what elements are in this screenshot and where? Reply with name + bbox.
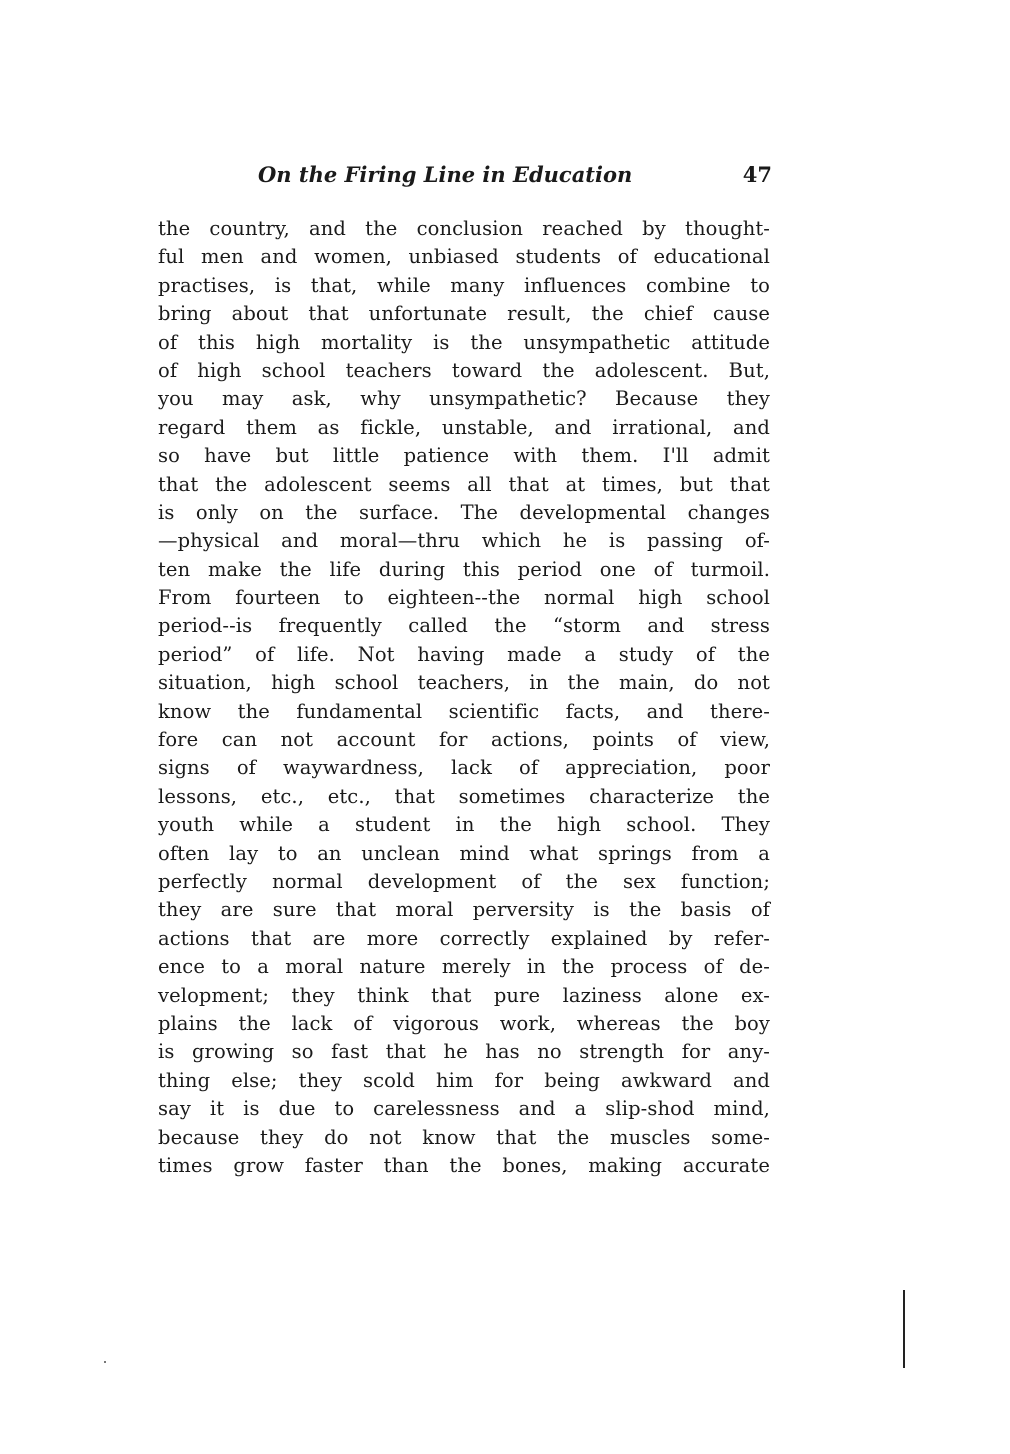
text-line: actions that are more correctly explained by refer- [158,926,770,950]
text-line: ful men and women, unbiased students of educational [158,245,770,269]
text-line: velopment; they think that pure laziness alone ex- [158,983,770,1007]
text-line: lessons, etc., etc., that sometimes characterize the [158,784,770,808]
text-line: the country, and the conclusion reached by thought- [158,217,770,240]
text-line: regard them as fickle, unstable, and irrational, and [158,415,770,439]
text-line: practises, is that, while many influences combine to [158,273,770,297]
text-line: that the adolescent seems all that at times, but that [158,472,770,496]
page-number: 47 [742,162,772,187]
body-text [158,215,770,1180]
text-line: because they do not know that the muscles some- [158,1125,770,1149]
text-line: of this high mortality is the unsympathetic attitude [158,330,770,354]
text-line: times grow faster than the bones, making accurate [158,1153,770,1177]
text-line: is only on the surface. The developmental changes [158,500,770,524]
text-line: of high school teachers toward the adolescent. But, [158,358,770,382]
text-line: period” of life. Not having made a study of the [158,642,770,666]
running-head [258,160,772,190]
text-line: From fourteen to eighteen--the normal high school [158,586,770,610]
text-line: perfectly normal development of the sex function; [158,869,770,893]
text-line: say it is due to carelessness and a slip-shod mind, [158,1097,770,1121]
margin-rule [903,1290,905,1368]
text-line: situation, high school teachers, in the main, do not [158,671,770,695]
text-line: they are sure that moral perversity is the basis of [158,898,770,922]
text-line: —physical and moral—thru which he is passing of- [158,529,770,553]
text-line: thing else; they scold him for being awkward and [158,1068,770,1092]
text-line: bring about that unfortunate result, the chief cause [158,302,770,326]
text-line: know the fundamental scientific facts, and there- [158,699,770,723]
text-line: often lay to an unclean mind what springs from a [158,841,770,865]
text-line: ence to a moral nature merely in the process of de- [158,955,770,979]
text-line: youth while a student in the high school. They [158,813,770,837]
running-title: On the Firing Line in Education [258,162,633,187]
text-line: you may ask, why unsympathetic? Because they [158,387,770,411]
text-line: is growing so fast that he has no strength for any- [158,1040,770,1064]
text-line: plains the lack of vigorous work, whereas the boy [158,1011,770,1035]
text-line: ten make the life during this period one of turmoil. [158,557,770,581]
text-line: so have but little patience with them. I'll admit [158,444,770,468]
scan-speck [104,1361,106,1363]
text-line: period--is frequently called the “storm and stress [158,614,770,638]
text-line: signs of waywardness, lack of appreciation, poor [158,756,770,780]
text-line: fore can not account for actions, points of view, [158,728,770,752]
